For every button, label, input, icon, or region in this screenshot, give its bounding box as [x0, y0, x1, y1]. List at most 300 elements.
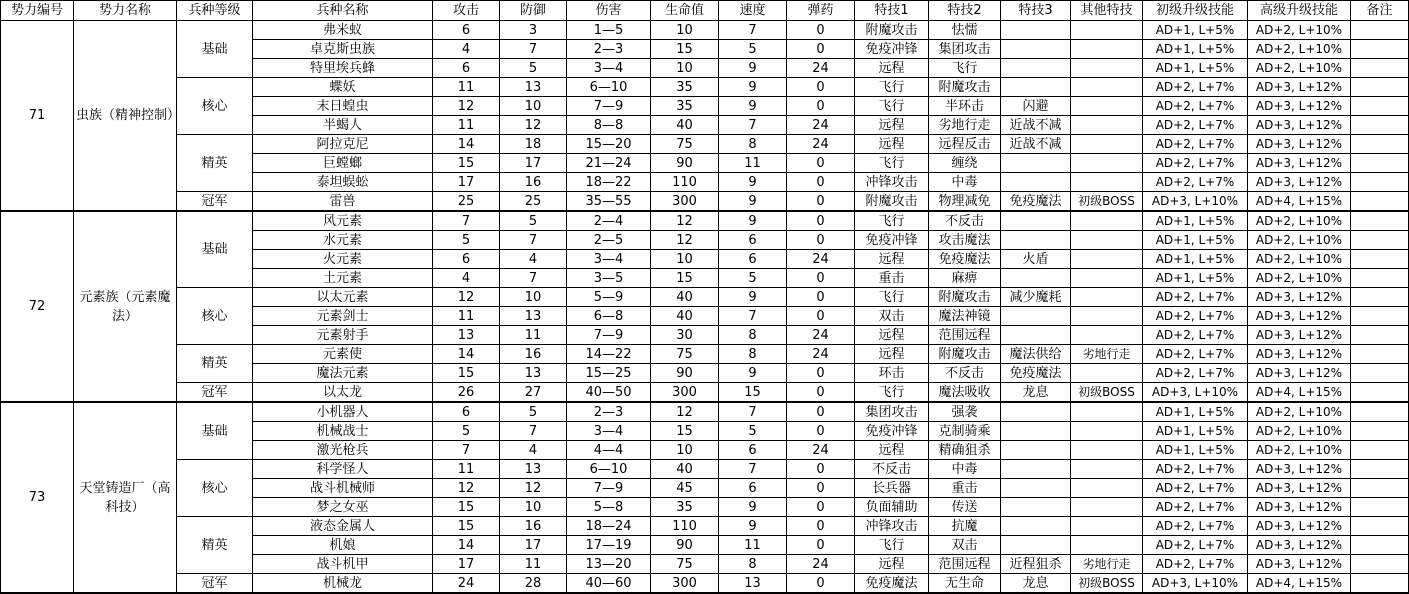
attack: 14 — [433, 345, 500, 364]
attack: 11 — [433, 307, 500, 326]
skill2: 附魔攻击 — [929, 345, 1001, 364]
hp: 10 — [651, 250, 719, 269]
ammo: 0 — [787, 192, 855, 212]
defense: 5 — [500, 402, 567, 422]
other-skill: 初级BOSS — [1071, 574, 1143, 594]
unit-name: 巨螳螂 — [253, 154, 433, 173]
other-skill — [1071, 154, 1143, 173]
ammo: 0 — [787, 211, 855, 231]
skill3: 龙息 — [1001, 383, 1071, 403]
damage: 5—9 — [567, 288, 651, 307]
defense: 7 — [500, 269, 567, 288]
advanced-upgrade: AD+3, L+12% — [1248, 154, 1351, 173]
defense: 17 — [500, 536, 567, 555]
hp: 75 — [651, 345, 719, 364]
basic-upgrade: AD+2, L+7% — [1143, 498, 1248, 517]
skill1: 不反击 — [855, 460, 929, 479]
defense: 4 — [500, 441, 567, 460]
attack: 6 — [433, 250, 500, 269]
advanced-upgrade: AD+2, L+10% — [1248, 422, 1351, 441]
skill3 — [1001, 460, 1071, 479]
attack: 11 — [433, 460, 500, 479]
basic-upgrade: AD+3, L+10% — [1143, 192, 1248, 212]
defense: 10 — [500, 97, 567, 116]
attack: 5 — [433, 422, 500, 441]
skill3 — [1001, 269, 1071, 288]
ammo: 0 — [787, 402, 855, 422]
advanced-upgrade: AD+3, L+12% — [1248, 517, 1351, 536]
advanced-upgrade: AD+2, L+10% — [1248, 21, 1351, 40]
notes — [1351, 269, 1409, 288]
advanced-upgrade: AD+4, L+15% — [1248, 192, 1351, 212]
speed: 9 — [719, 364, 787, 383]
unit-name: 特里埃兵蜂 — [253, 59, 433, 78]
other-skill — [1071, 97, 1143, 116]
unit-name: 液态金属人 — [253, 517, 433, 536]
speed: 9 — [719, 288, 787, 307]
damage: 3—4 — [567, 59, 651, 78]
skill3: 免疫魔法 — [1001, 364, 1071, 383]
basic-upgrade: AD+1, L+5% — [1143, 422, 1248, 441]
damage: 3—4 — [567, 422, 651, 441]
damage: 35—55 — [567, 192, 651, 212]
ammo: 24 — [787, 441, 855, 460]
unit-name: 火元素 — [253, 250, 433, 269]
other-skill: 劣地行走 — [1071, 345, 1143, 364]
ammo: 0 — [787, 231, 855, 250]
skill3: 近程狙杀 — [1001, 555, 1071, 574]
header-speed: 速度 — [719, 1, 787, 21]
skill3: 免疫魔法 — [1001, 192, 1071, 212]
skill2: 克制骑乘 — [929, 422, 1001, 441]
skill2: 范围远程 — [929, 326, 1001, 345]
notes — [1351, 422, 1409, 441]
advanced-upgrade: AD+3, L+12% — [1248, 307, 1351, 326]
notes — [1351, 288, 1409, 307]
unit-name: 末日蝗虫 — [253, 97, 433, 116]
ammo: 0 — [787, 40, 855, 59]
defense: 11 — [500, 326, 567, 345]
notes — [1351, 40, 1409, 59]
ammo: 0 — [787, 422, 855, 441]
defense: 12 — [500, 479, 567, 498]
ammo: 24 — [787, 326, 855, 345]
skill1: 环击 — [855, 364, 929, 383]
attack: 6 — [433, 59, 500, 78]
faction-id: 73 — [1, 402, 74, 593]
damage: 8—8 — [567, 116, 651, 135]
damage: 1—5 — [567, 21, 651, 40]
unit-tier: 核心 — [177, 288, 253, 345]
damage: 2—4 — [567, 211, 651, 231]
advanced-upgrade: AD+2, L+10% — [1248, 402, 1351, 422]
unit-name: 以太龙 — [253, 383, 433, 403]
attack: 13 — [433, 326, 500, 345]
damage: 18—24 — [567, 517, 651, 536]
damage: 6—10 — [567, 460, 651, 479]
attack: 15 — [433, 154, 500, 173]
other-skill — [1071, 402, 1143, 422]
other-skill — [1071, 231, 1143, 250]
notes — [1351, 135, 1409, 154]
ammo: 0 — [787, 498, 855, 517]
hp: 12 — [651, 231, 719, 250]
unit-name: 元素使 — [253, 345, 433, 364]
attack: 15 — [433, 364, 500, 383]
advanced-upgrade: AD+3, L+12% — [1248, 116, 1351, 135]
attack: 4 — [433, 269, 500, 288]
other-skill — [1071, 422, 1143, 441]
attack: 7 — [433, 441, 500, 460]
other-skill — [1071, 40, 1143, 59]
hp: 90 — [651, 364, 719, 383]
hp: 12 — [651, 211, 719, 231]
speed: 9 — [719, 498, 787, 517]
basic-upgrade: AD+1, L+5% — [1143, 40, 1248, 59]
header-skill3: 特技3 — [1001, 1, 1071, 21]
skill1: 飞行 — [855, 383, 929, 403]
damage: 21—24 — [567, 154, 651, 173]
skill1: 飞行 — [855, 211, 929, 231]
damage: 2—3 — [567, 40, 651, 59]
header-other-skill: 其他特技 — [1071, 1, 1143, 21]
speed: 5 — [719, 269, 787, 288]
other-skill: 初级BOSS — [1071, 383, 1143, 403]
unit-tier: 精英 — [177, 345, 253, 383]
other-skill: 初级BOSS — [1071, 192, 1143, 212]
basic-upgrade: AD+1, L+5% — [1143, 402, 1248, 422]
damage: 7—9 — [567, 97, 651, 116]
skill3: 魔法供给 — [1001, 345, 1071, 364]
skill2: 远程反击 — [929, 135, 1001, 154]
other-skill — [1071, 326, 1143, 345]
speed: 8 — [719, 326, 787, 345]
ammo: 0 — [787, 269, 855, 288]
notes — [1351, 441, 1409, 460]
defense: 28 — [500, 574, 567, 594]
ammo: 0 — [787, 536, 855, 555]
ammo: 0 — [787, 173, 855, 192]
skill1: 重击 — [855, 269, 929, 288]
basic-upgrade: AD+2, L+7% — [1143, 364, 1248, 383]
faction-name: 天堂铸造厂（高科技） — [74, 402, 177, 593]
header-tier: 兵种等级 — [177, 1, 253, 21]
header-defense: 防御 — [500, 1, 567, 21]
unit-name: 元素剑士 — [253, 307, 433, 326]
hp: 40 — [651, 460, 719, 479]
table-row — [1, 383, 1409, 403]
defense: 3 — [500, 21, 567, 40]
notes — [1351, 479, 1409, 498]
skill3 — [1001, 154, 1071, 173]
hp: 35 — [651, 97, 719, 116]
hp: 110 — [651, 173, 719, 192]
speed: 11 — [719, 154, 787, 173]
table-row — [1, 574, 1409, 594]
hp: 40 — [651, 116, 719, 135]
ammo: 0 — [787, 154, 855, 173]
basic-upgrade: AD+2, L+7% — [1143, 173, 1248, 192]
basic-upgrade: AD+1, L+5% — [1143, 21, 1248, 40]
unit-name: 战斗机械师 — [253, 479, 433, 498]
hp: 15 — [651, 40, 719, 59]
notes — [1351, 211, 1409, 231]
skill2: 传送 — [929, 498, 1001, 517]
skill3 — [1001, 307, 1071, 326]
notes — [1351, 173, 1409, 192]
skill2: 无生命 — [929, 574, 1001, 594]
defense: 7 — [500, 422, 567, 441]
damage: 4—4 — [567, 441, 651, 460]
other-skill — [1071, 498, 1143, 517]
unit-tier: 基础 — [177, 21, 253, 78]
basic-upgrade: AD+1, L+5% — [1143, 269, 1248, 288]
speed: 7 — [719, 460, 787, 479]
speed: 7 — [719, 21, 787, 40]
advanced-upgrade: AD+3, L+12% — [1248, 460, 1351, 479]
ammo: 24 — [787, 116, 855, 135]
skill2: 怯懦 — [929, 21, 1001, 40]
skill3: 火盾 — [1001, 250, 1071, 269]
skill2: 飞行 — [929, 59, 1001, 78]
basic-upgrade: AD+1, L+5% — [1143, 250, 1248, 269]
other-skill — [1071, 135, 1143, 154]
unit-name: 阿拉克尼 — [253, 135, 433, 154]
notes — [1351, 21, 1409, 40]
skill1: 远程 — [855, 135, 929, 154]
unit-name: 激光枪兵 — [253, 441, 433, 460]
basic-upgrade: AD+2, L+7% — [1143, 135, 1248, 154]
skill1: 远程 — [855, 555, 929, 574]
unit-name: 水元素 — [253, 231, 433, 250]
speed: 9 — [719, 517, 787, 536]
skill2: 魔法吸收 — [929, 383, 1001, 403]
damage: 15—20 — [567, 135, 651, 154]
advanced-upgrade: AD+3, L+12% — [1248, 173, 1351, 192]
advanced-upgrade: AD+3, L+12% — [1248, 326, 1351, 345]
advanced-upgrade: AD+2, L+10% — [1248, 40, 1351, 59]
ammo: 0 — [787, 288, 855, 307]
basic-upgrade: AD+1, L+5% — [1143, 211, 1248, 231]
other-skill — [1071, 116, 1143, 135]
damage: 7—9 — [567, 479, 651, 498]
defense: 7 — [500, 40, 567, 59]
defense: 4 — [500, 250, 567, 269]
notes — [1351, 97, 1409, 116]
advanced-upgrade: AD+3, L+12% — [1248, 78, 1351, 97]
defense: 10 — [500, 498, 567, 517]
skill3 — [1001, 498, 1071, 517]
basic-upgrade: AD+2, L+7% — [1143, 460, 1248, 479]
defense: 25 — [500, 192, 567, 212]
skill3 — [1001, 517, 1071, 536]
header-unit-name: 兵种名称 — [253, 1, 433, 21]
header-faction-id: 势力编号 — [1, 1, 74, 21]
skill2: 不反击 — [929, 364, 1001, 383]
skill2: 物理减免 — [929, 192, 1001, 212]
skill3 — [1001, 21, 1071, 40]
header-hp: 生命值 — [651, 1, 719, 21]
defense: 13 — [500, 307, 567, 326]
speed: 8 — [719, 135, 787, 154]
notes — [1351, 307, 1409, 326]
unit-name: 卓克斯虫族 — [253, 40, 433, 59]
defense: 13 — [500, 78, 567, 97]
table-row — [1, 517, 1409, 536]
skill3 — [1001, 78, 1071, 97]
ammo: 0 — [787, 574, 855, 594]
attack: 12 — [433, 97, 500, 116]
damage: 3—4 — [567, 250, 651, 269]
advanced-upgrade: AD+3, L+12% — [1248, 364, 1351, 383]
skill2: 攻击魔法 — [929, 231, 1001, 250]
unit-name: 以太元素 — [253, 288, 433, 307]
skill1: 远程 — [855, 326, 929, 345]
other-skill — [1071, 211, 1143, 231]
damage: 17—19 — [567, 536, 651, 555]
hp: 90 — [651, 154, 719, 173]
speed: 5 — [719, 422, 787, 441]
hp: 30 — [651, 326, 719, 345]
hp: 300 — [651, 383, 719, 403]
other-skill — [1071, 479, 1143, 498]
unit-name: 半蝎人 — [253, 116, 433, 135]
basic-upgrade: AD+2, L+7% — [1143, 536, 1248, 555]
hp: 35 — [651, 78, 719, 97]
defense: 16 — [500, 173, 567, 192]
ammo: 24 — [787, 135, 855, 154]
unit-name: 风元素 — [253, 211, 433, 231]
speed: 13 — [719, 574, 787, 594]
unit-name: 梦之女巫 — [253, 498, 433, 517]
attack: 24 — [433, 574, 500, 594]
hp: 12 — [651, 402, 719, 422]
skill1: 飞行 — [855, 154, 929, 173]
basic-upgrade: AD+2, L+7% — [1143, 307, 1248, 326]
header-row — [1, 1, 1409, 21]
unit-name: 机械龙 — [253, 574, 433, 594]
header-ammo: 弹药 — [787, 1, 855, 21]
notes — [1351, 326, 1409, 345]
advanced-upgrade: AD+3, L+12% — [1248, 97, 1351, 116]
skill2: 精确狙杀 — [929, 441, 1001, 460]
advanced-upgrade: AD+3, L+12% — [1248, 498, 1351, 517]
skill2: 麻痹 — [929, 269, 1001, 288]
table-row — [1, 211, 1409, 231]
table-row — [1, 460, 1409, 479]
notes — [1351, 574, 1409, 594]
skill2: 范围远程 — [929, 555, 1001, 574]
defense: 27 — [500, 383, 567, 403]
other-skill — [1071, 78, 1143, 97]
speed: 9 — [719, 78, 787, 97]
skill1: 附魔攻击 — [855, 21, 929, 40]
table-row — [1, 288, 1409, 307]
basic-upgrade: AD+2, L+7% — [1143, 326, 1248, 345]
other-skill — [1071, 536, 1143, 555]
unit-name: 泰坦蜈蚣 — [253, 173, 433, 192]
skill2: 不反击 — [929, 211, 1001, 231]
notes — [1351, 498, 1409, 517]
attack: 15 — [433, 498, 500, 517]
attack: 4 — [433, 40, 500, 59]
advanced-upgrade: AD+4, L+15% — [1248, 383, 1351, 403]
skill1: 飞行 — [855, 97, 929, 116]
hp: 45 — [651, 479, 719, 498]
table-row — [1, 21, 1409, 40]
skill3 — [1001, 59, 1071, 78]
basic-upgrade: AD+1, L+5% — [1143, 231, 1248, 250]
skill3: 减少魔耗 — [1001, 288, 1071, 307]
basic-upgrade: AD+3, L+10% — [1143, 574, 1248, 594]
defense: 13 — [500, 364, 567, 383]
ammo: 0 — [787, 364, 855, 383]
table-row — [1, 78, 1409, 97]
unit-tier: 冠军 — [177, 383, 253, 403]
unit-name: 元素射手 — [253, 326, 433, 345]
unit-name: 蝶妖 — [253, 78, 433, 97]
skill1: 免疫冲锋 — [855, 40, 929, 59]
notes — [1351, 59, 1409, 78]
other-skill — [1071, 21, 1143, 40]
speed: 8 — [719, 345, 787, 364]
damage: 13—20 — [567, 555, 651, 574]
skill3 — [1001, 479, 1071, 498]
speed: 7 — [719, 307, 787, 326]
table-row — [1, 192, 1409, 212]
damage: 5—8 — [567, 498, 651, 517]
hp: 15 — [651, 422, 719, 441]
skill3 — [1001, 402, 1071, 422]
hp: 10 — [651, 59, 719, 78]
header-advanced-upgrade: 高级升级技能 — [1248, 1, 1351, 21]
defense: 13 — [500, 460, 567, 479]
notes — [1351, 250, 1409, 269]
advanced-upgrade: AD+2, L+10% — [1248, 441, 1351, 460]
skill2: 中毒 — [929, 173, 1001, 192]
defense: 5 — [500, 211, 567, 231]
advanced-upgrade: AD+2, L+10% — [1248, 231, 1351, 250]
skill3 — [1001, 326, 1071, 345]
table-row — [1, 345, 1409, 364]
skill2: 抗魔 — [929, 517, 1001, 536]
notes — [1351, 536, 1409, 555]
attack: 6 — [433, 21, 500, 40]
skill3: 龙息 — [1001, 574, 1071, 594]
basic-upgrade: AD+1, L+5% — [1143, 441, 1248, 460]
skill1: 远程 — [855, 441, 929, 460]
ammo: 0 — [787, 460, 855, 479]
damage: 18—22 — [567, 173, 651, 192]
skill2: 重击 — [929, 479, 1001, 498]
attack: 7 — [433, 211, 500, 231]
hp: 75 — [651, 555, 719, 574]
basic-upgrade: AD+2, L+7% — [1143, 154, 1248, 173]
attack: 26 — [433, 383, 500, 403]
defense: 18 — [500, 135, 567, 154]
unit-tier: 核心 — [177, 460, 253, 517]
notes — [1351, 517, 1409, 536]
skill2: 缠绕 — [929, 154, 1001, 173]
attack: 11 — [433, 78, 500, 97]
unit-tier: 核心 — [177, 78, 253, 135]
damage: 6—10 — [567, 78, 651, 97]
skill3 — [1001, 231, 1071, 250]
skill3 — [1001, 422, 1071, 441]
skill2: 双击 — [929, 536, 1001, 555]
unit-tier: 基础 — [177, 211, 253, 288]
header-damage: 伤害 — [567, 1, 651, 21]
